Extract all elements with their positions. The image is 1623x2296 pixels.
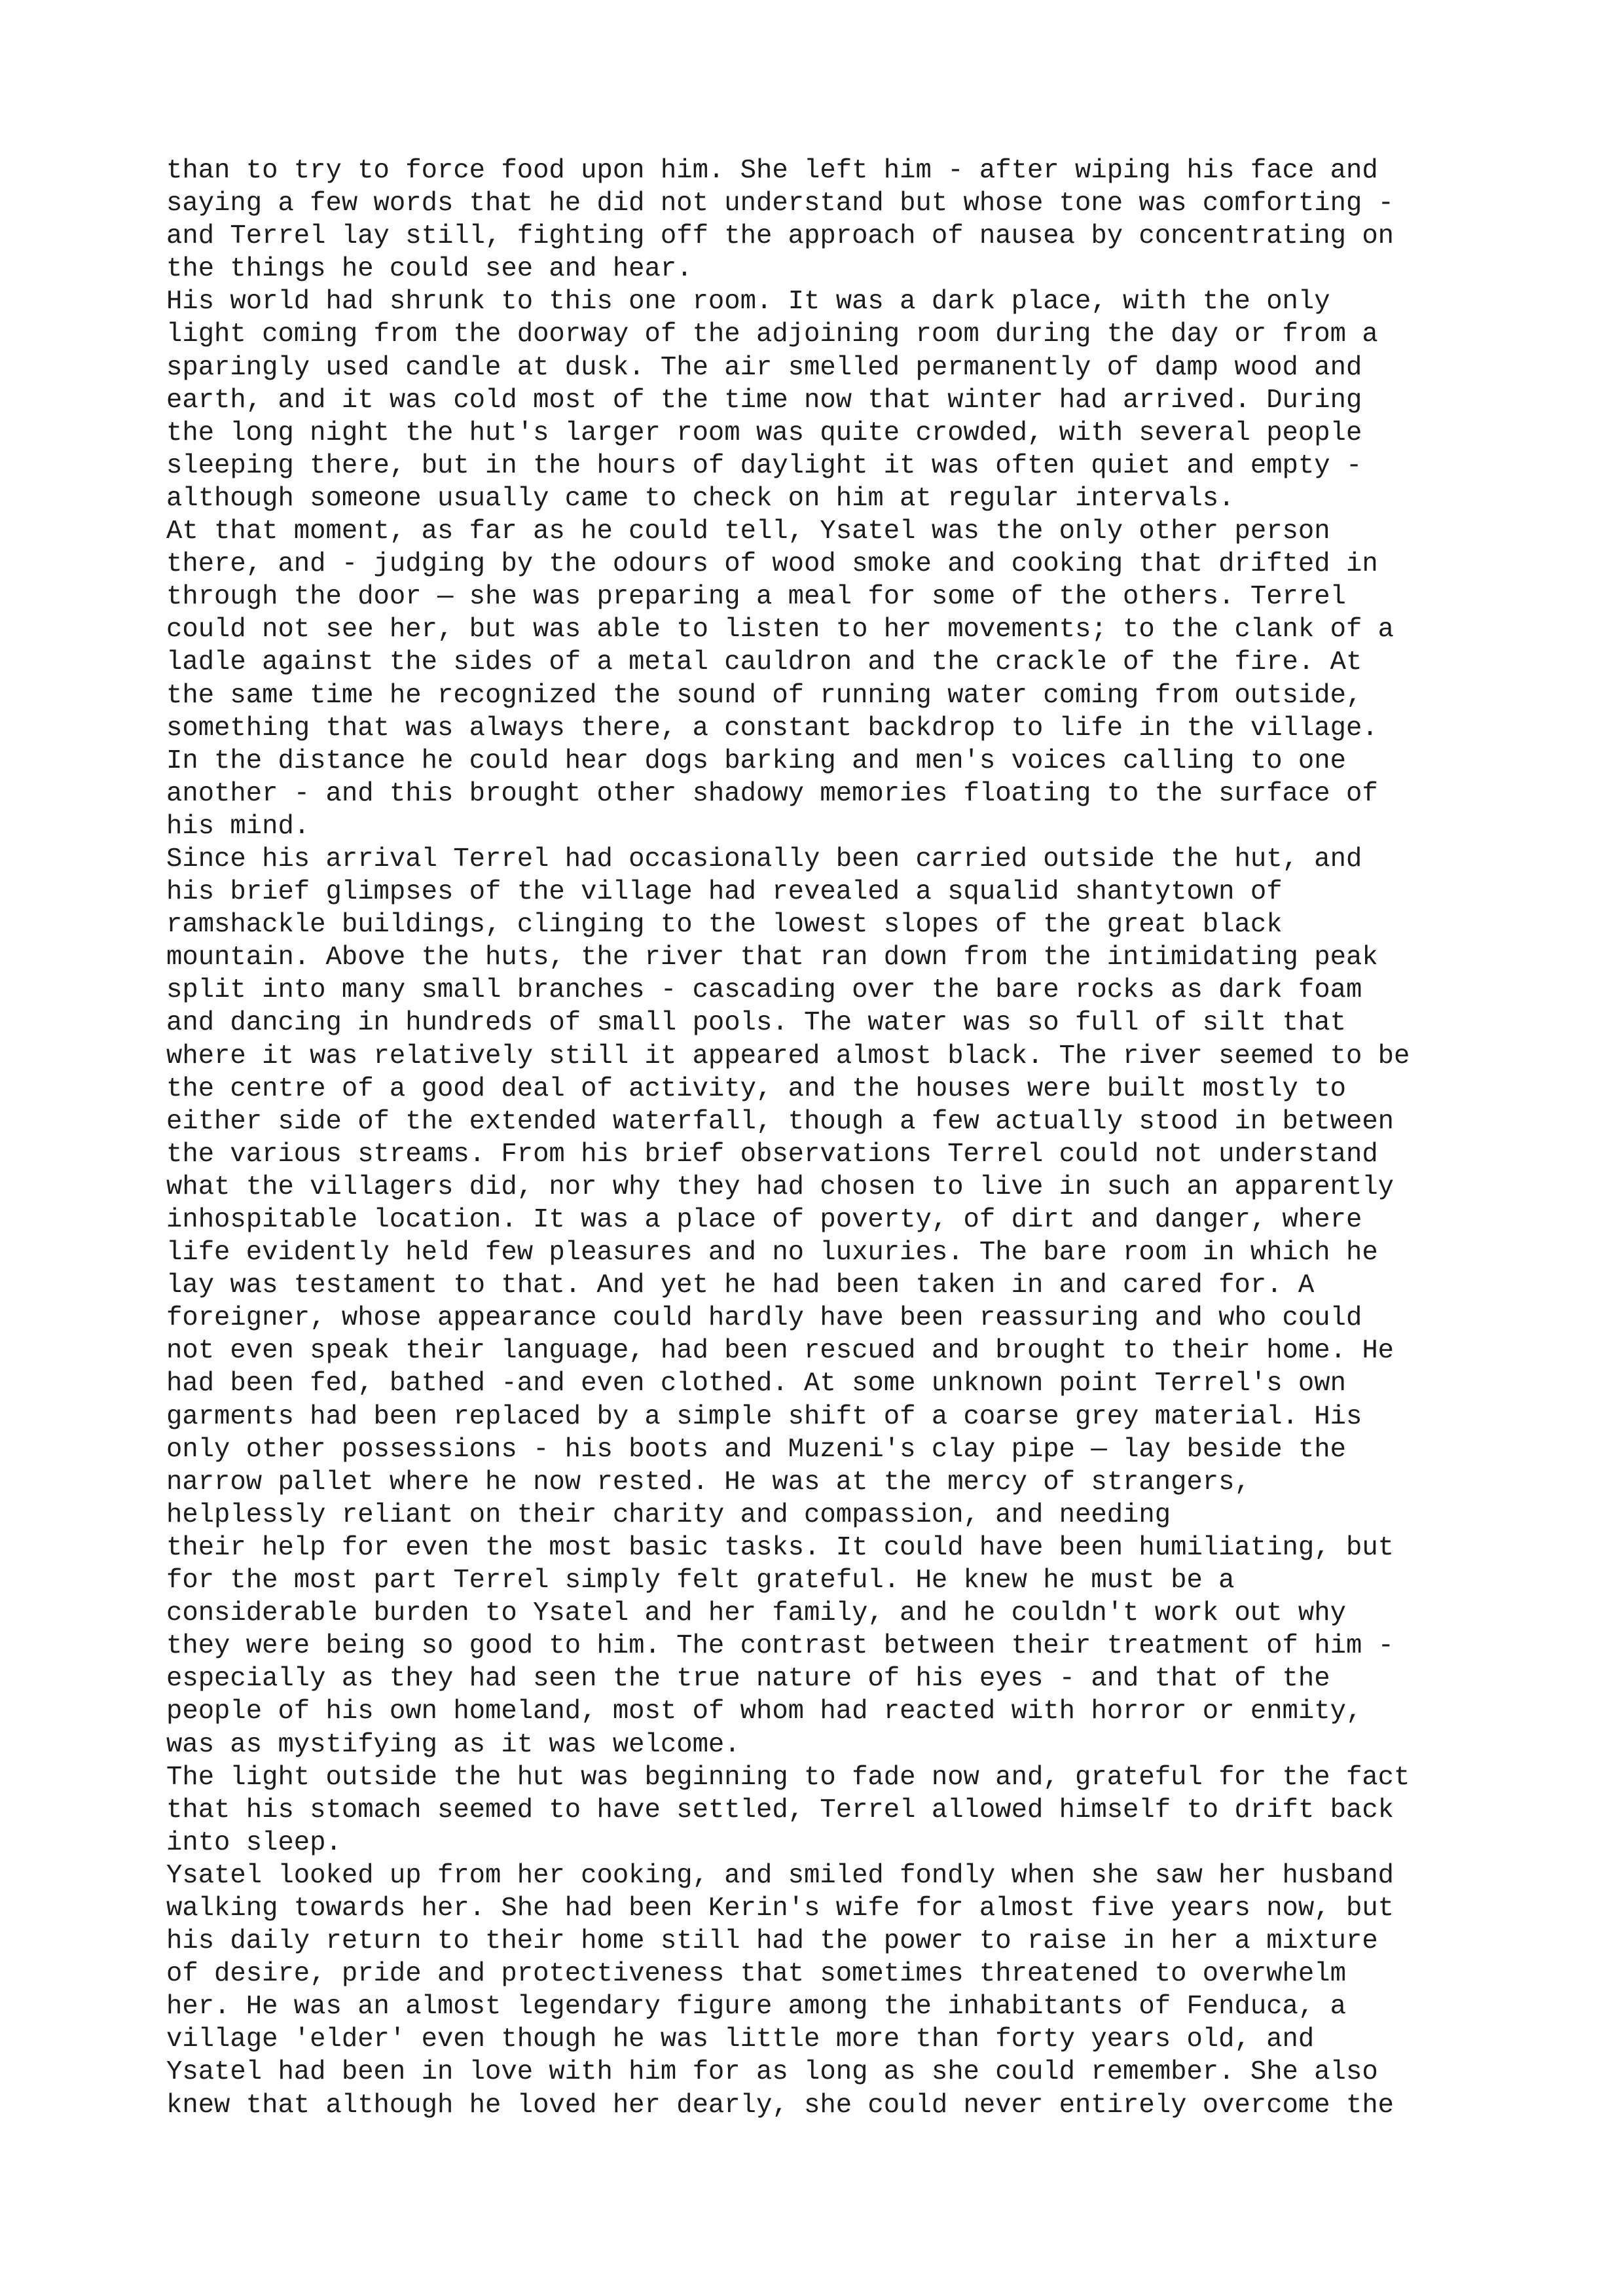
text-line: through the door — she was preparing a meal for some of the others. Terrel	[166, 582, 1346, 613]
text-line: helplessly reliant on their charity and compassion, and needing	[166, 1499, 1171, 1530]
text-line: could not see her, but was able to listen to her movements; to the clank of a	[166, 615, 1395, 645]
text-line: ramshackle buildings, clinging to the lowest slopes of the great black	[166, 910, 1283, 941]
text-line: either side of the extended waterfall, though a few actually stood in between	[166, 1106, 1395, 1137]
text-line: than to try to force food upon him. She left him - after wiping his face and	[166, 156, 1378, 186]
text-line: his brief glimpses of the village had revealed a squalid shantytown of	[166, 877, 1283, 908]
text-line: and dancing in hundreds of small pools. The water was so full of silt that	[166, 1008, 1346, 1039]
text-line: only other possessions - his boots and Muzeni's clay pipe — lay beside the	[166, 1434, 1346, 1465]
text-line: walking towards her. She had been Kerin's wife for almost five years now, but	[166, 1893, 1395, 1924]
text-line: another - and this brought other shadowy memories floating to the surface of	[166, 778, 1378, 809]
text-line: mountain. Above the huts, the river that ran down from the intimidating peak	[166, 942, 1378, 973]
text-line: the centre of a good deal of activity, and the houses were built mostly to	[166, 1073, 1346, 1104]
text-line: the long night the hut's larger room was quite crowded, with several people	[166, 418, 1362, 448]
text-line: his daily return to their home still had the power to raise in her a mixture	[166, 1926, 1378, 1957]
text-line: light coming from the doorway of the adjoining room during the day or from a	[166, 319, 1378, 350]
text-line: her. He was an almost legendary figure among the inhabitants of Fenduca, a	[166, 1992, 1346, 2022]
text-line: life evidently held few pleasures and no luxuries. The bare room in which he	[166, 1238, 1378, 1268]
text-line: ladle against the sides of a metal cauldron and the crackle of the fire. At	[166, 647, 1362, 678]
text-line: especially as they had seen the true nature of his eyes - and that of the	[166, 1664, 1330, 1695]
text-line: inhospitable location. It was a place of poverty, of dirt and danger, where	[166, 1205, 1362, 1235]
text-line: people of his own homeland, most of whom had reacted with horror or enmity,	[166, 1696, 1362, 1727]
text-line: knew that although he loved her dearly, she could never entirely overcome the	[166, 2090, 1395, 2121]
text-line: had been fed, bathed -and even clothed. At some unknown point Terrel's own	[166, 1369, 1346, 1399]
text-line: village 'elder' even though he was little more than forty years old, and	[166, 2024, 1315, 2055]
text-line: split into many small branches - cascading over the bare rocks as dark foam	[166, 975, 1362, 1006]
text-line: saying a few words that he did not understand but whose tone was comforting -	[166, 188, 1395, 219]
text-line: At that moment, as far as he could tell, Ysatel was the only other person	[166, 516, 1330, 547]
text-line: where it was relatively still it appeared almost black. The river seemed to be	[166, 1041, 1410, 1071]
text-line: into sleep.	[166, 1827, 342, 1858]
text-line: they were being so good to him. The contrast between their treatment of him -	[166, 1631, 1395, 1662]
text-line: In the distance he could hear dogs barking and men's voices calling to one	[166, 745, 1346, 776]
text-line: for the most part Terrel simply felt grateful. He knew he must be a	[166, 1566, 1235, 1596]
text-line: The light outside the hut was beginning to fade now and, grateful for the fact	[166, 1762, 1410, 1793]
text-line: sparingly used candle at dusk. The air smelled permanently of damp wood and	[166, 352, 1362, 383]
text-line: of desire, pride and protectiveness that sometimes threatened to overwhelm	[166, 1959, 1346, 1990]
text-line: there, and - judging by the odours of wood smoke and cooking that drifted in	[166, 549, 1378, 580]
text-line: His world had shrunk to this one room. It was a dark place, with the only	[166, 287, 1330, 317]
text-line: foreigner, whose appearance could hardly have been reassuring and who could	[166, 1303, 1362, 1334]
text-line: narrow pallet where he now rested. He was at the mercy of strangers,	[166, 1467, 1250, 1498]
text-line: earth, and it was cold most of the time now that winter had arrived. During	[166, 385, 1362, 416]
text-line: what the villagers did, nor why they had chosen to live in such an apparently	[166, 1172, 1395, 1202]
body-text	[166, 154, 1607, 2122]
text-line: the same time he recognized the sound of running water coming from outside,	[166, 680, 1362, 711]
text-line: their help for even the most basic tasks. It could have been humiliating, but	[166, 1532, 1395, 1563]
text-line: Ysatel looked up from her cooking, and smiled fondly when she saw her husband	[166, 1860, 1395, 1891]
text-line: his mind.	[166, 811, 310, 842]
text-line: Since his arrival Terrel had occasionally been carried outside the hut, and	[166, 844, 1362, 874]
text-line: sleeping there, but in the hours of daylight it was often quiet and empty -	[166, 450, 1362, 481]
text-line: although someone usually came to check on him at regular intervals.	[166, 483, 1235, 514]
text-line: and Terrel lay still, fighting off the approach of nausea by concentrating on	[166, 221, 1395, 252]
text-line: garments had been replaced by a simple shift of a coarse grey material. His	[166, 1401, 1362, 1432]
text-line: Ysatel had been in love with him for as long as she could remember. She also	[166, 2057, 1378, 2088]
text-line: that his stomach seemed to have settled, Terrel allowed himself to drift back	[166, 1795, 1395, 1825]
text-line: was as mystifying as it was welcome.	[166, 1729, 740, 1760]
text-line: something that was always there, a constant backdrop to life in the village.	[166, 713, 1378, 744]
text-line: considerable burden to Ysatel and her family, and he couldn't work out why	[166, 1598, 1346, 1629]
text-line: the various streams. From his brief observations Terrel could not understand	[166, 1139, 1378, 1170]
text-line: the things he could see and hear.	[166, 254, 693, 285]
text-line: not even speak their language, had been rescued and brought to their home. He	[166, 1336, 1395, 1367]
text-line: lay was testament to that. And yet he had been taken in and cared for. A	[166, 1270, 1315, 1301]
